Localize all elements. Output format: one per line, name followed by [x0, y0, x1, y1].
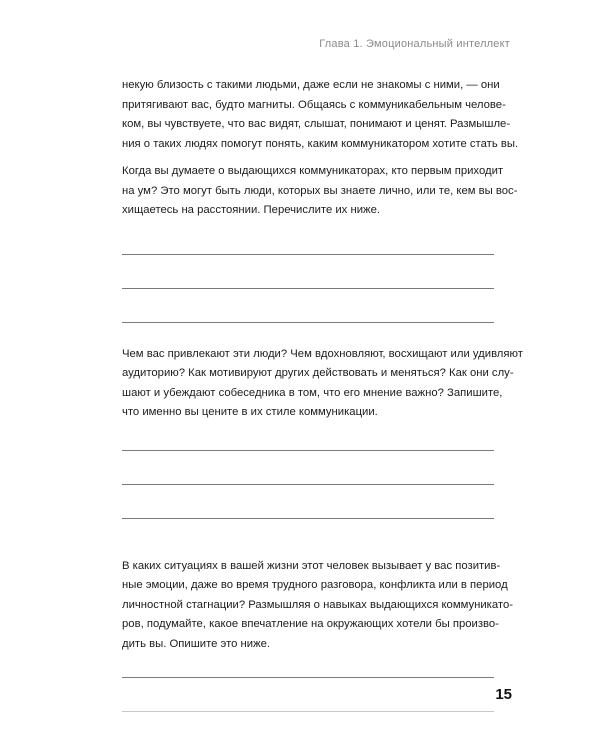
text-line: Чем вас привлекают эти люди? Чем вдохновляют, восхищают или удивляют — [122, 347, 523, 360]
text-line: личностной стагнации? Размышляя о навыках выдающихся коммуникато- — [122, 598, 513, 611]
text-line: Когда вы думаете о выдающихся коммуникаторах, кто первым приходит — [122, 165, 504, 177]
text-line: ные эмоции, даже во время трудного разговора, конфликта или в период — [122, 579, 508, 591]
text-line: притягивают вас, будто магниты. Общаясь с коммуникабельным челове- — [122, 98, 506, 111]
text-line: ком, вы чувствуете, что вас видят, слышат, понимают и ценят. Размышле- — [122, 118, 511, 130]
writing-line — [122, 711, 494, 712]
text-line: шают и убеждают собеседника в том, что его мнение важно? Запишите, — [122, 386, 503, 399]
text-line: что именно вы цените в их стиле коммуникации. — [122, 406, 378, 418]
text-line: дить вы. Опишите это ниже. — [122, 637, 271, 650]
paragraph-intro — [122, 76, 519, 154]
text-line: некую близость с такими людьми, даже если не знакомы с ними, — они — [122, 79, 500, 91]
text-line: ров, подумайте, какое впечатление на окружающих хотели бы произво- — [122, 618, 499, 630]
running-head: Глава 1. Эмоциональный интеллект — [319, 38, 510, 50]
text-line: ния о таких людях помогут понять, каким коммуникатором хотите стать вы. — [122, 137, 519, 150]
text-line: на ум? Это могут быть люди, которых вы знаете лично, или те, кем вы вос- — [122, 184, 518, 197]
paragraph-prompt-2 — [122, 345, 523, 423]
page-number: 15 — [495, 686, 512, 703]
paragraph-prompt-3 — [122, 557, 513, 655]
text-line: хищаетесь на расстоянии. Перечислите их ниже. — [122, 204, 380, 216]
text-line: аудиторию? Как мотивируют других действовать и меняться? Как они слу- — [122, 367, 514, 379]
paragraph-prompt-1 — [122, 162, 518, 221]
text-line: В каких ситуациях в вашей жизни этот человек вызывает у вас позитив- — [122, 559, 501, 572]
